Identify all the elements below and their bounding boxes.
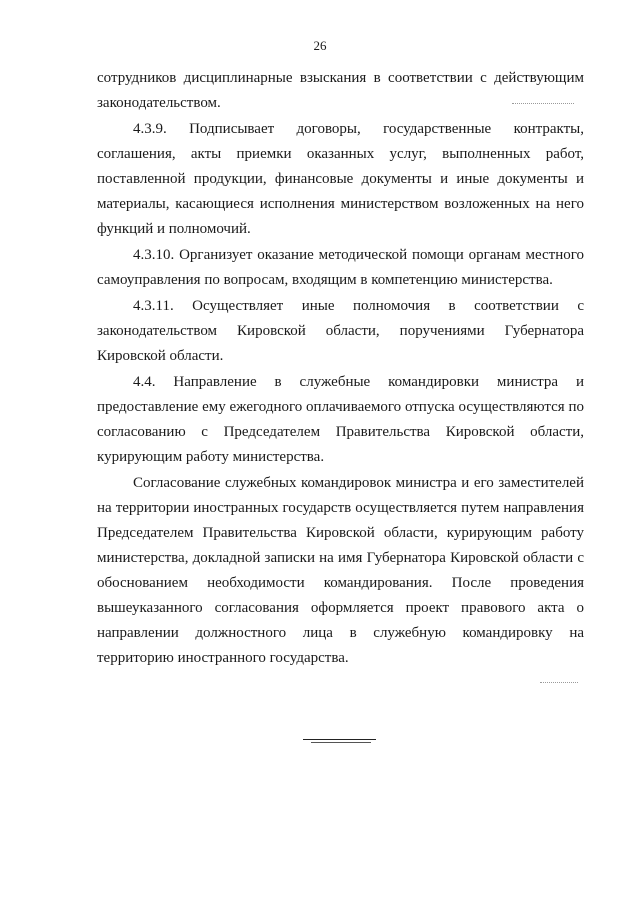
paragraph-travel-approval: Согласование служебных командировок министра и его заместителей на территории иностранных государств осуществляется путем направления Председателем Правительства Кировской области, курирующим работу министерства, докладной записки на имя Губернатора Кировской области с обоснованием необходимости командирования. После проведения вышеуказанного согласования оформляется проект правового акта о направлении должностного лица в служебную командировку на территорию иностранного государства.: [97, 475, 584, 666]
scan-artifact-mark: [512, 103, 574, 104]
end-of-document-rule: [303, 739, 376, 740]
paragraph-4-3-11: 4.3.11. Осуществляет иные полномочия в соответствии с законодательством Кировской области, поручениями Губернатора Кировской области.: [97, 298, 584, 364]
paragraph-4-3-10: 4.3.10. Организует оказание методической помощи органам местного самоуправления по вопросам, входящим в компетенцию министерства.: [97, 247, 584, 288]
scan-artifact-mark: [540, 682, 578, 683]
paragraph-continuation: сотрудников дисциплинарные взыскания в соответствии с действующим законодательством.: [97, 70, 584, 111]
page-number: 26: [313, 38, 327, 53]
paragraph-4-4: 4.4. Направление в служебные командировки министра и предоставление ему ежегодного оплачиваемого отпуска осуществляются по согласованию с Председателем Правительства Кировской области, курирующим работу министерства.: [97, 374, 584, 465]
paragraph-4-3-9: 4.3.9. Подписывает договоры, государственные контракты, соглашения, акты приемки оказанных услуг, выполненных работ, поставленной продукции, финансовые документы и иные документы и материалы, касающиеся исполнения министерством возложенных на него функций и полномочий.: [97, 121, 584, 237]
document-body: [97, 66, 584, 671]
